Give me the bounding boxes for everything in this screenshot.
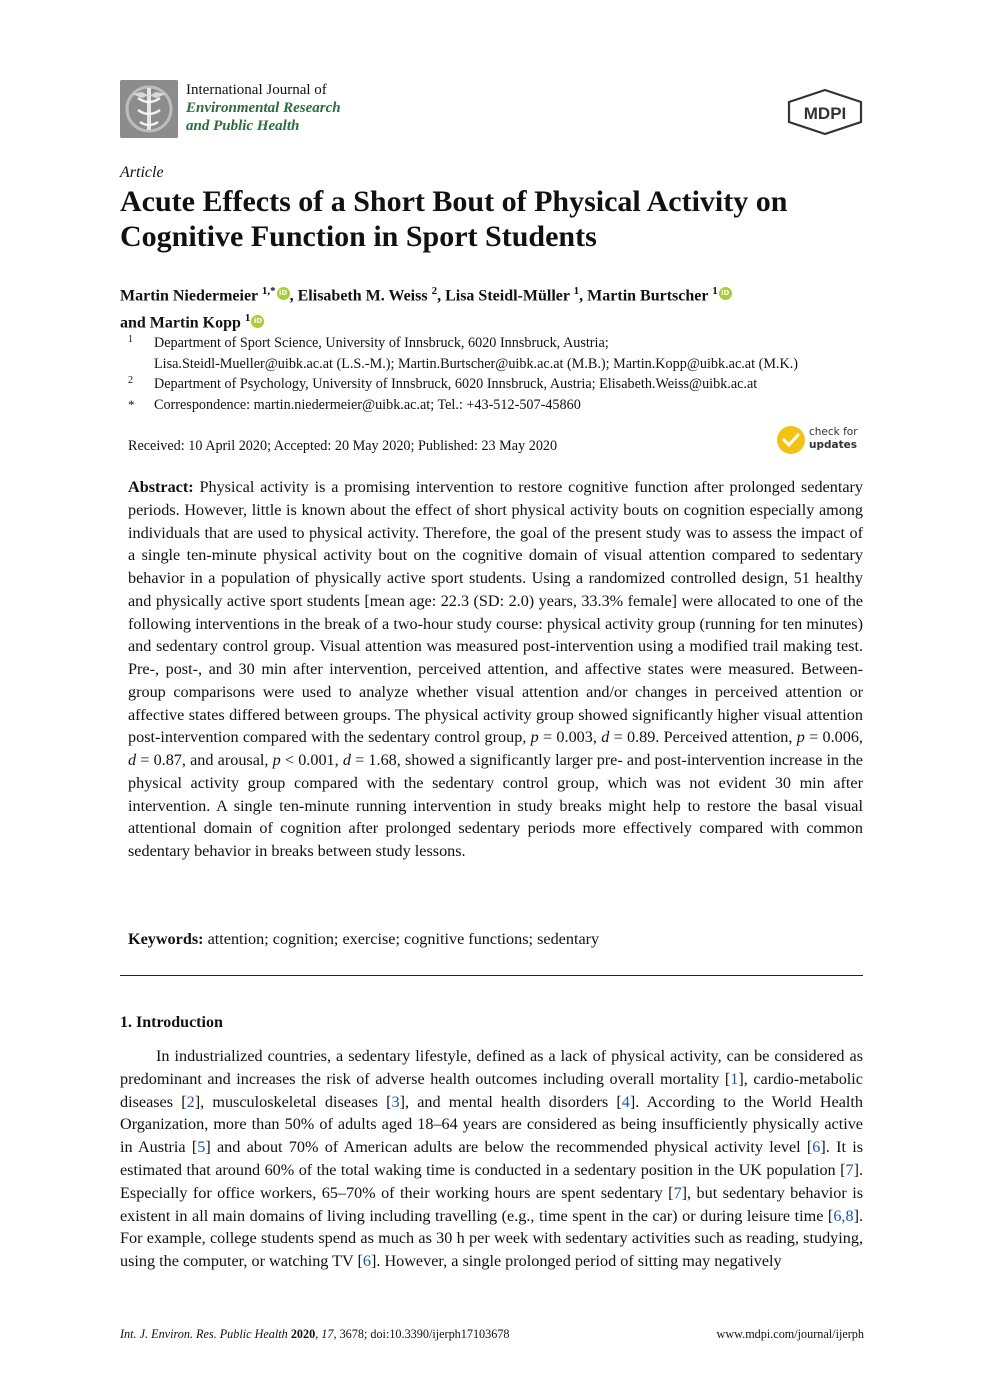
mdpi-hexagon-icon bbox=[786, 88, 864, 136]
footer-journal-url[interactable]: www.mdpi.com/journal/ijerph bbox=[716, 1327, 864, 1341]
intro-text: ]. Especially for office workers, 65–70% of their working hours are spent sedentary [ bbox=[120, 1160, 863, 1202]
intro-text: ], but sedentary behavior is existent in all main domains of living including travelling (e.g., time spent in the car) or during leisure time [ bbox=[120, 1183, 864, 1225]
citation-link[interactable]: 7 bbox=[845, 1160, 854, 1179]
affiliation-item bbox=[128, 333, 888, 374]
author-affiliation-marker: 1 bbox=[573, 285, 580, 297]
author-name: Elisabeth M. Weiss bbox=[297, 287, 432, 305]
abstract-label: Abstract: bbox=[128, 478, 194, 496]
journal-name-line1: International Journal of bbox=[186, 82, 327, 98]
author-name: and Martin Kopp bbox=[120, 314, 245, 332]
publication-dates: Received: 10 April 2020; Accepted: 20 May 2020; Published: 23 May 2020 bbox=[128, 438, 558, 454]
keywords bbox=[128, 928, 863, 950]
paper-title: Acute Effects of a Short Bout of Physical Activity on Cognitive Function in Sport Students bbox=[120, 185, 788, 253]
abstract-stat-symbol: p bbox=[272, 751, 281, 769]
footer-volume: 17 bbox=[321, 1327, 334, 1341]
author-affiliation-marker: 1 bbox=[244, 312, 251, 325]
abstract-text: = 1.68, showed a significantly larger pre- and post-intervention increase in the physical activity group compared with the sedentary control group, which was not evident 30 min after intervention. A single ten-minute running intervention in study breaks might help to restore the basal visual attentional domain of cognition after prolonged sedentary periods more effectively compared with common sedentary behavior in breaks between study lessons. bbox=[128, 751, 863, 860]
author-name: Martin Burtscher bbox=[587, 287, 713, 305]
citation-link[interactable]: 6,8 bbox=[833, 1206, 854, 1225]
citation-link[interactable]: 6 bbox=[362, 1252, 371, 1271]
orcid-icon[interactable]: iD bbox=[277, 287, 290, 300]
author-affiliation-marker: 1,* bbox=[261, 285, 276, 297]
affiliation-text: Department of Psychology, University of Innsbruck, 6020 Innsbruck, Austria; Elisabeth.Weiss@uibk.ac.at bbox=[154, 376, 758, 393]
check-for-updates-label bbox=[809, 426, 858, 452]
intro-text: ], musculoskeletal diseases [ bbox=[194, 1092, 392, 1111]
abstract-text: = 0.003, bbox=[538, 728, 602, 747]
orcid-icon[interactable]: iD bbox=[719, 287, 732, 300]
citation-link[interactable]: 7 bbox=[673, 1183, 682, 1202]
intro-text: ], and mental health disorders [ bbox=[399, 1092, 622, 1111]
abstract bbox=[128, 476, 863, 863]
footer-journal-abbrev: Int. J. Environ. Res. Public Health bbox=[120, 1327, 288, 1341]
mdpi-logo bbox=[786, 88, 864, 136]
introduction-paragraph bbox=[120, 1045, 863, 1273]
affiliation-marker: 2 bbox=[128, 375, 133, 387]
intro-text: ]. However, a single prolonged period of sitting may negatively bbox=[370, 1252, 782, 1271]
author-affiliation-marker: 1 bbox=[712, 285, 718, 297]
affiliation-list bbox=[128, 333, 888, 415]
footer-doi: , 3678; doi:10.3390/ijerph17103678 bbox=[333, 1327, 510, 1341]
intro-text: ]. For example, college students spend as much as 30 h per week with sedentary activities such as reading, studying, using the computer, or watching TV [ bbox=[120, 1206, 863, 1271]
journal-name-line3: and Public Health bbox=[186, 118, 300, 134]
checkmark-icon bbox=[777, 426, 805, 454]
affiliation-item bbox=[128, 395, 888, 416]
citation-link[interactable]: 5 bbox=[197, 1138, 206, 1157]
citation-link[interactable]: 3 bbox=[391, 1092, 400, 1111]
abstract-stat-symbol: d bbox=[342, 751, 351, 769]
affiliation-text: Correspondence: martin.niedermeier@uibk.ac.at; Tel.: +43-512-507-45860 bbox=[154, 396, 581, 413]
affiliation-item bbox=[128, 374, 888, 395]
abstract-text: = 0.87, and arousal, bbox=[136, 751, 273, 769]
section-heading-introduction: 1. Introduction bbox=[120, 1014, 223, 1031]
intro-text: ]. It is estimated that around 60% of the total waking time is conducted in a sedentary position in the UK population [ bbox=[120, 1138, 863, 1179]
keywords-text: attention; cognition; exercise; cognitive functions; sedentary bbox=[203, 930, 600, 948]
author-affiliation-marker: 2 bbox=[431, 285, 438, 297]
citation-link[interactable]: 1 bbox=[730, 1069, 739, 1088]
affiliation-text: Lisa.Steidl-Mueller@uibk.ac.at (L.S.-M.); Martin.Burtscher@uibk.ac.at (M.B.); Martin.Kopp@uibk.ac.at (M.K.) bbox=[154, 355, 798, 372]
author-name: Lisa Steidl-Müller bbox=[445, 287, 574, 305]
citation-link[interactable]: 6 bbox=[812, 1138, 821, 1157]
affiliation-marker: 1 bbox=[128, 334, 133, 345]
caduceus-icon bbox=[120, 80, 178, 138]
abstract-text: < 0.001, bbox=[280, 751, 343, 769]
author-name: Martin Niedermeier bbox=[120, 287, 262, 305]
intro-text: ], cardio-metabolic diseases [ bbox=[120, 1069, 863, 1111]
journal-name bbox=[186, 81, 341, 135]
section-divider bbox=[120, 975, 863, 976]
check-for-updates-button[interactable] bbox=[777, 425, 867, 457]
citation-link[interactable]: 2 bbox=[186, 1092, 195, 1111]
abstract-stat-symbol: p bbox=[530, 728, 539, 747]
affiliation-marker: * bbox=[128, 396, 135, 412]
abstract-text: Physical activity is a promising intervention to restore cognitive function after prolonged sedentary periods. However, little is known about the effect of short physical activity bouts on cognition especially among individuals that are used to physical activity. Therefore, the goal of the present study was to assess the impact of a single ten-minute physical activity bout on the cognitive domain of visual attention compared to sedentary behavior in a population of physically active sport students. Using a randomized controlled design, 51 healthy and physically active sport students [mean age: 22.3 (SD: 2.0) years, 33.3% female] were allocated to one of the following interventions in the break of a two-hour study course: physical activity group (running for ten minutes) and sedentary control group. Visual attention was measured post-intervention using a modified trail making test. Pre-, post-, and 30 min after intervention, perceived attention, and affective states were measured. Between-group comparisons were used to analyze whether visual attention and/or changes in perceived attention or affective states differed between groups. The physical activity group showed significantly higher visual attention post-intervention compared with the sedentary control group, bbox=[128, 478, 863, 747]
svg-text:MDPI: MDPI bbox=[803, 104, 847, 123]
keywords-label: Keywords: bbox=[128, 930, 204, 948]
abstract-stat-symbol: d bbox=[128, 751, 137, 769]
intro-text: ]. According to the World Health Organization, more than 50% of adults aged 18–64 years are considered as being insufficiently physically active in Austria [ bbox=[120, 1092, 863, 1157]
journal-logo bbox=[120, 80, 178, 138]
check-updates-line2: updates bbox=[809, 439, 857, 451]
author-list: Martin Niedermeier $^{1,*}$ iD , Elisabeth M. Weiss $^2$, Lisa Steidl-Müller $^1$, Martin Burtscher $^1$ iD and Martin Kopp $^1$ iD bbox=[120, 280, 880, 335]
check-updates-line1: check for bbox=[809, 426, 858, 438]
abstract-text: = 0.89. Perceived attention, bbox=[609, 728, 797, 747]
abstract-text: = 0.006, bbox=[804, 728, 863, 747]
citation-footer: Int. J. Environ. Res. Public Health 2020, 17, 3678; doi:10.3390/ijerph17103678 bbox=[120, 1327, 510, 1341]
intro-text: In industrialized countries, a sedentary lifestyle, defined as a lack of physical activity, can be considered as predominant and increases the risk of adverse health outcomes including overall mortality [ bbox=[120, 1047, 863, 1088]
affiliation-text: Department of Sport Science, University of Innsbruck, 6020 Innsbruck, Austria; bbox=[154, 335, 609, 351]
intro-text: ] and about 70% of American adults are below the recommended physical activity level [ bbox=[205, 1138, 813, 1157]
abstract-stat-symbol: d bbox=[601, 728, 610, 747]
journal-name-line2: Environmental Research bbox=[186, 100, 341, 116]
abstract-stat-symbol: p bbox=[796, 728, 805, 747]
orcid-icon[interactable]: iD bbox=[251, 315, 264, 328]
footer-year: 2020 bbox=[290, 1327, 316, 1341]
citation-link[interactable]: 4 bbox=[621, 1092, 630, 1111]
article-type: Article bbox=[120, 164, 164, 181]
